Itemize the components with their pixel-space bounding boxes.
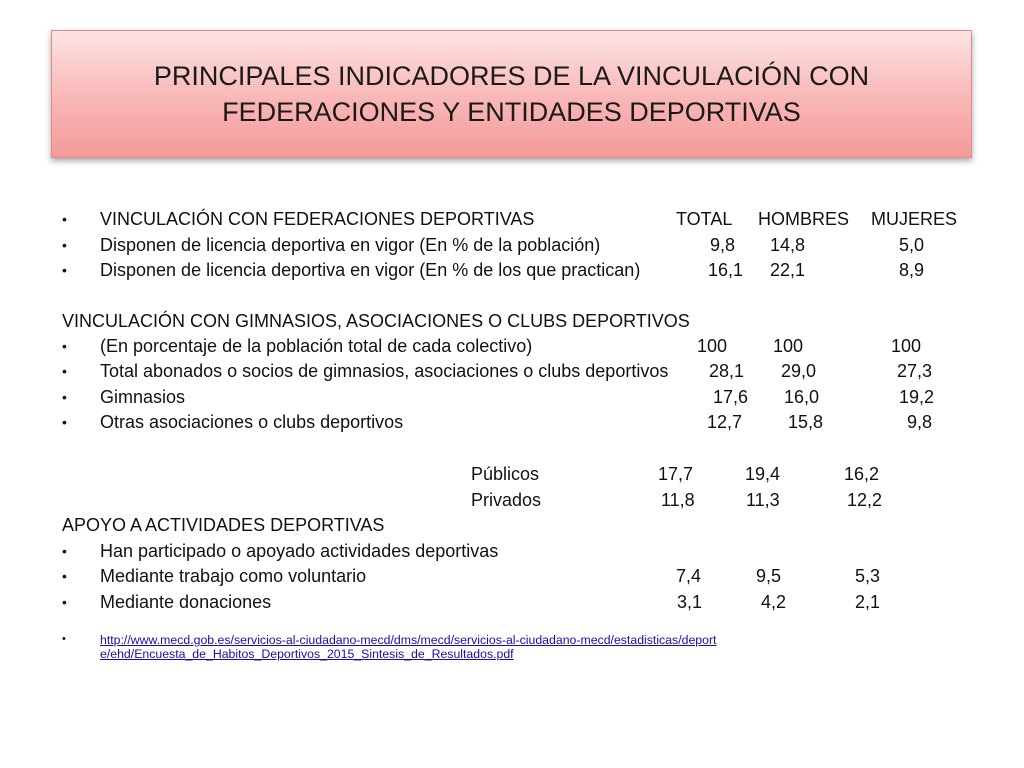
value-hombres: 15,8 xyxy=(788,412,824,432)
gimnasios-heading: VINCULACIÓN CON GIMNASIOS, ASOCIACIONES O CLUBS DEPORTIVOS xyxy=(62,311,690,331)
value-mujeres: 19,2 xyxy=(899,387,935,407)
value-total: 9,8 xyxy=(710,235,736,255)
bullet: • xyxy=(62,568,67,584)
value-hombres: 14,8 xyxy=(770,235,806,255)
value-mujeres: 2,1 xyxy=(855,592,881,612)
value-total: 17,6 xyxy=(713,387,749,407)
value-hombres: 16,0 xyxy=(784,387,820,407)
row-label: Gimnasios xyxy=(100,387,186,407)
row-label: Disponen de licencia deportiva en vigor (En % de los que practican) xyxy=(100,260,641,280)
bullet: • xyxy=(62,338,67,354)
bullet: • xyxy=(62,414,67,430)
value-hombres: 11,3 xyxy=(746,490,780,510)
value-mujeres: 27,3 xyxy=(897,361,933,381)
row-label: (En porcentaje de la población total de cada colectivo) xyxy=(100,336,533,356)
row-label: Han participado o apoyado actividades deportivas xyxy=(100,541,499,561)
value-total: 3,1 xyxy=(677,592,703,612)
row-label: Disponen de licencia deportiva en vigor (En % de la población) xyxy=(100,235,601,255)
value-mujeres: 9,8 xyxy=(907,412,933,432)
value-mujeres: 5,0 xyxy=(899,235,925,255)
value-total: 28,1 xyxy=(709,361,745,381)
column-header-mujeres: MUJERES xyxy=(871,209,958,229)
row-label: Mediante donaciones xyxy=(100,592,272,612)
row-label: Mediante trabajo como voluntario xyxy=(100,566,367,586)
value-hombres: 9,5 xyxy=(756,566,782,586)
apoyo-heading: APOYO A ACTIVIDADES DEPORTIVAS xyxy=(62,515,385,535)
bullet: • xyxy=(62,363,67,379)
sub-row-label: Públicos xyxy=(471,464,540,484)
bullet: • xyxy=(62,594,67,610)
value-hombres: 29,0 xyxy=(781,361,817,381)
value-total: 12,7 xyxy=(707,412,743,432)
value-total: 100 xyxy=(697,336,728,356)
bullet: • xyxy=(62,262,67,278)
federaciones-heading: VINCULACIÓN CON FEDERACIONES DEPORTIVAS xyxy=(100,209,535,229)
source-link[interactable]: http://www.mecd.gob.es/servicios-al-ciudadano-mecd/dms/mecd/servicios-al-ciudadano-mecd/estadisticas/deporte/ehd/Encuesta_de_Habitos_Deportivos_2015_Sintesis_de_Resultados.pdf xyxy=(100,633,717,661)
value-mujeres: 12,2 xyxy=(847,490,883,510)
value-total: 17,7 xyxy=(658,464,694,484)
value-mujeres: 100 xyxy=(891,336,922,356)
slide-title: PRINCIPALES INDICADORES DE LA VINCULACIÓN CON FEDERACIONES Y ENTIDADES DEPORTIVAS xyxy=(153,61,870,127)
column-header-total: TOTAL xyxy=(676,209,733,229)
bullet: • xyxy=(62,237,67,253)
row-label: Total abonados o socios de gimnasios, asociaciones o clubs deportivos xyxy=(100,361,669,381)
value-hombres: 100 xyxy=(773,336,804,356)
value-hombres: 22,1 xyxy=(770,260,806,280)
value-mujeres: 8,9 xyxy=(899,260,925,280)
column-header-hombres: HOMBRES xyxy=(758,209,850,229)
bullet: • xyxy=(62,211,67,227)
value-total: 11,8 xyxy=(661,490,695,510)
bullet: • xyxy=(62,543,67,559)
value-mujeres: 16,2 xyxy=(844,464,880,484)
sub-row-label: Privados xyxy=(471,490,542,510)
value-total: 16,1 xyxy=(708,260,744,280)
value-total: 7,4 xyxy=(676,566,702,586)
row-label: Otras asociaciones o clubs deportivos xyxy=(100,412,404,432)
bullet: • xyxy=(62,389,67,405)
value-hombres: 4,2 xyxy=(761,592,787,612)
value-mujeres: 5,3 xyxy=(855,566,881,586)
value-hombres: 19,4 xyxy=(745,464,781,484)
bullet: • xyxy=(62,633,66,645)
